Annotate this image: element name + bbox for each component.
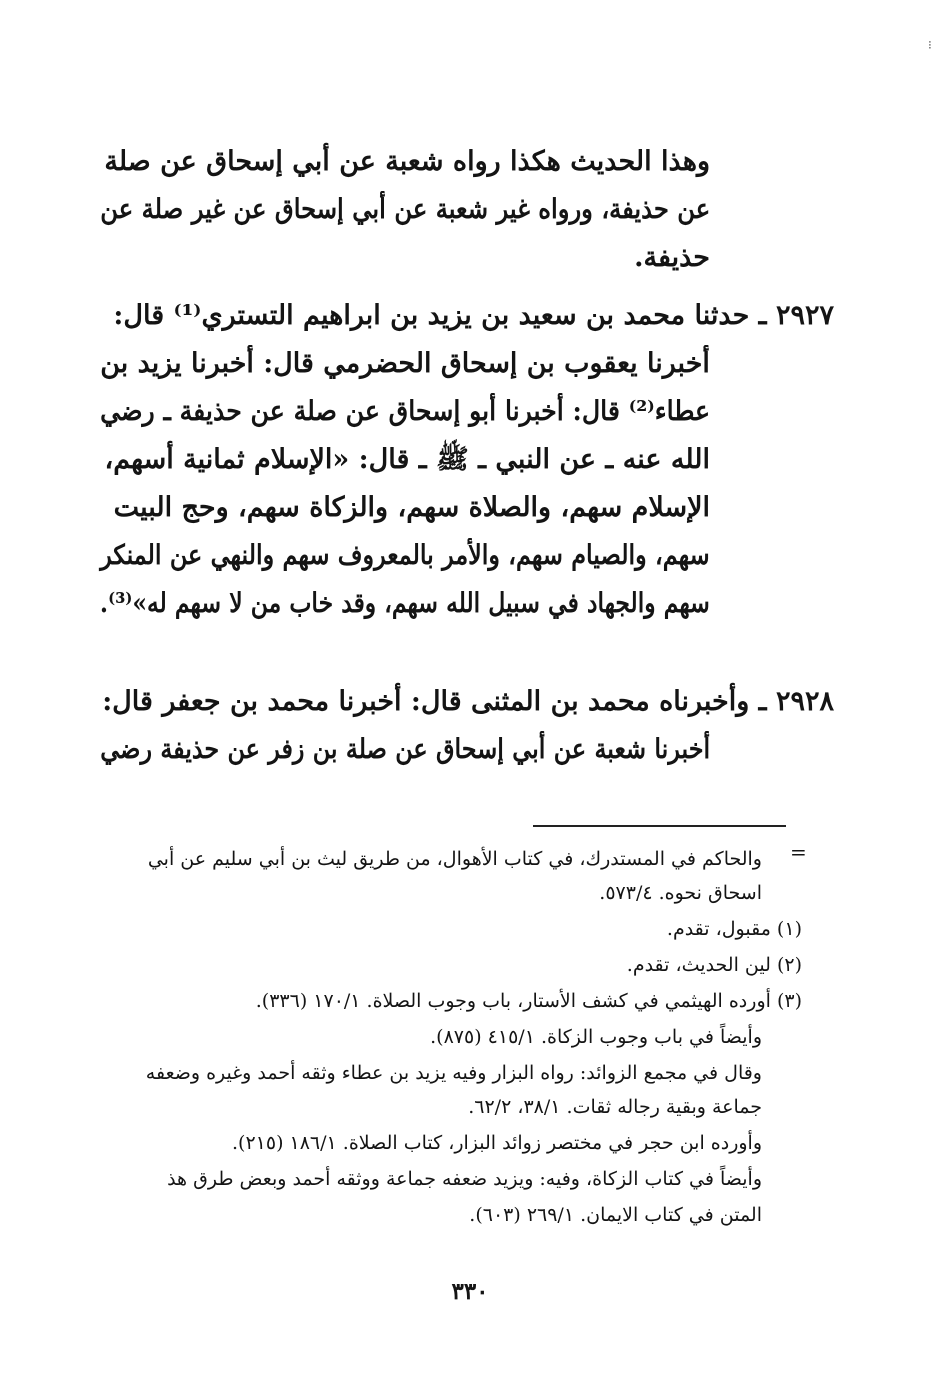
- hadith-2927-line-1: ٢٩٢٧ ـ حدثنا محمد بن سعيد بن يزيد بن ابراهيم التستري⁽¹⁾ قال:: [113, 300, 834, 331]
- footnote-3-line-4: جماعة وبقية رجاله ثقات. ٣٨/١، ٦٢/٢.: [468, 1096, 762, 1118]
- footnote-divider: [533, 825, 786, 827]
- footnote-continuation-line-2: اسحاق نحوه. ٥٧٣/٤.: [599, 882, 762, 904]
- footnote-3-line-2: وأيضاً في باب وجوب الزكاة. ٤١٥/١ (٨٧٥).: [430, 1026, 762, 1048]
- footnote-2: (٢) لين الحديث، تقدم.: [626, 954, 802, 976]
- footnote-1: (١) مقبول، تقدم.: [666, 918, 802, 940]
- footnote-3-line-7: المتن في كتاب الايمان. ٢٦٩/١ (٦٠٣).: [469, 1204, 762, 1226]
- paragraph-1-line-2: عن حذيفة، ورواه غير شعبة عن أبي إسحاق عن غير صلة عن: [100, 194, 710, 225]
- footnote-3-line-5: وأورده ابن حجر في مختصر زوائد البزار، كتاب الصلاة. ١٨٦/١ (٢١٥).: [231, 1132, 762, 1154]
- footnote-3-line-3: وقال في مجمع الزوائد: رواه البزار وفيه يزيد بن عطاء وثقه أحمد وغيره وضعفه: [145, 1062, 762, 1084]
- footnote-continuation-mark: =: [790, 840, 807, 864]
- paragraph-1-line-3: حذيفة.: [634, 242, 710, 273]
- scan-edge-mark: ⁝: [928, 38, 932, 52]
- hadith-2928-line-1: ٢٩٢٨ ـ وأخبرناه محمد بن المثنى قال: أخبرنا محمد بن جعفر قال:: [102, 686, 834, 717]
- hadith-2928-line-2: أخبرنا شعبة عن أبي إسحاق عن صلة بن زفر عن حذيفة رضي: [100, 734, 710, 765]
- footnote-continuation-line-1: والحاكم في المستدرك، في كتاب الأهوال، من طريق ليث بن أبي سليم عن أبي: [147, 848, 762, 870]
- hadith-2927-line-2: أخبرنا يعقوب بن إسحاق الحضرمي قال: أخبرنا يزيد بن: [100, 348, 710, 379]
- page-number: ٣٣٠: [451, 1278, 489, 1305]
- hadith-2927-line-4: الله عنه ـ عن النبي ـ ﷺ ـ قال: «الإسلام ثمانية أسهم،: [104, 444, 710, 475]
- hadith-2927-line-5: الإسلام سهم، والصلاة سهم، والزكاة سهم، وحج البيت: [113, 492, 710, 523]
- hadith-2927-line-7: سهم والجهاد في سبيل الله سهم، وقد خاب من لا سهم له»⁽³⁾.: [100, 588, 711, 619]
- paragraph-1-line-1: وهذا الحديث هكذا رواه شعبة عن أبي إسحاق عن صلة: [104, 146, 710, 177]
- footnote-3-line-1: (٣) أورده الهيثمي في كشف الأستار، باب وجوب الصلاة. ١٧٠/١ (٣٣٦).: [255, 990, 802, 1012]
- footnote-3-line-6: وأيضاً في كتاب الزكاة، وفيه: ويزيد ضعفه جماعة ووثقه أحمد وبعض طرق هذ: [167, 1168, 762, 1190]
- hadith-2927-line-6: سهم، والصيام سهم، والأمر بالمعروف سهم والنهي عن المنكر: [100, 540, 710, 571]
- hadith-2927-line-3: عطاء⁽²⁾ قال: أخبرنا أبو إسحاق عن صلة عن حذيفة ـ رضي: [100, 396, 710, 427]
